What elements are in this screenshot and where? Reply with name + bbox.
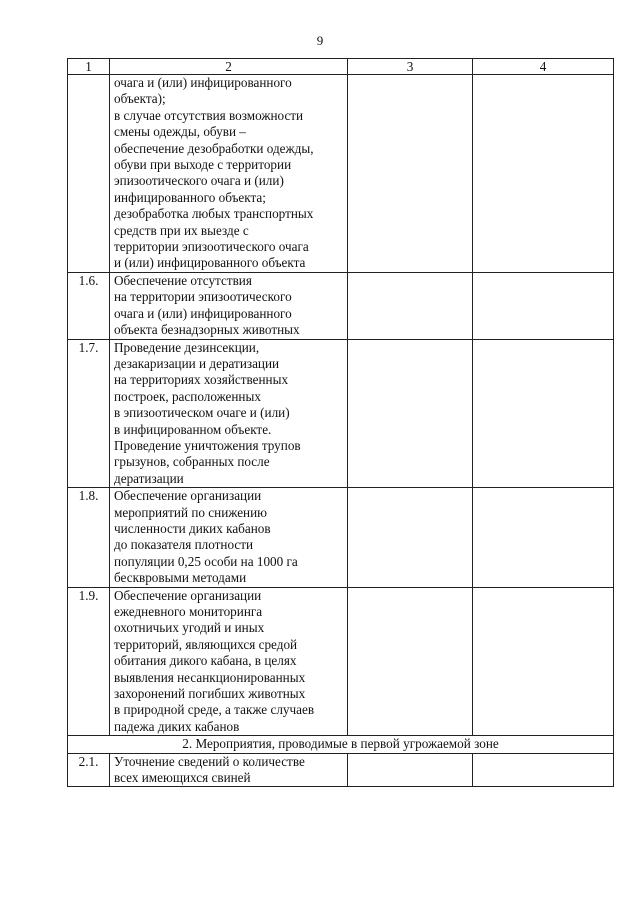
- row-text: очага и (или) инфицированного объекта); в случае отсутствия возможности смены одежды, обуви – обеспечение дезобработки одежды, обуви при выходе с территории эпизоотического очага и (или) инфицированного объекта; дезобработка любых транспортных средств при их выезде с территории эпизоотического очага и (или) инфицированного объекта: [110, 75, 348, 273]
- table-row: [68, 75, 614, 273]
- table-row: [68, 488, 614, 587]
- header-cell-3: 3: [348, 59, 473, 75]
- table-row: [68, 753, 614, 787]
- row-number: 1.7.: [68, 339, 110, 488]
- row-number: 1.9.: [68, 587, 110, 736]
- header-cell-4: 4: [473, 59, 614, 75]
- row-col3: [348, 339, 473, 488]
- page-number: 9: [316, 33, 324, 48]
- row-col3: [348, 75, 473, 273]
- table-row: [68, 339, 614, 488]
- row-col4: [473, 753, 614, 787]
- row-number: 1.8.: [68, 488, 110, 587]
- header-cell-2: 2: [110, 59, 348, 75]
- row-col3: [348, 753, 473, 787]
- row-number: [68, 75, 110, 273]
- row-col4: [473, 75, 614, 273]
- row-text: Проведение дезинсекции, дезакаризации и дератизации на территориях хозяйственных построек, расположенных в эпизоотическом очаге и (или) в инфицированном объекте. Проведение уничтожения трупов грызунов, собранных после дератизации: [110, 339, 348, 488]
- section-heading: 2. Мероприятия, проводимые в первой угрожаемой зоне: [68, 736, 614, 753]
- measures-table: [67, 58, 614, 787]
- row-col3: [348, 587, 473, 736]
- row-col4: [473, 339, 614, 488]
- row-text: Обеспечение отсутствия на территории эпизоотического очага и (или) инфицированного объекта безнадзорных животных: [110, 272, 348, 339]
- row-col4: [473, 587, 614, 736]
- row-number: 1.6.: [68, 272, 110, 339]
- table-header-row: [68, 59, 614, 75]
- row-text: Обеспечение организации ежедневного мониторинга охотничьих угодий и иных территорий, являющихся средой обитания дикого кабана, в целях выявления несанкционированных захоронений погибших животных в природной среде, а также случаев падежа диких кабанов: [110, 587, 348, 736]
- section-row: [68, 736, 614, 753]
- row-col3: [348, 488, 473, 587]
- row-text: Уточнение сведений о количестве всех имеющихся свиней: [110, 753, 348, 787]
- row-number: 2.1.: [68, 753, 110, 787]
- table-row: [68, 587, 614, 736]
- row-text: Обеспечение организации мероприятий по снижению численности диких кабанов до показателя плотности популяции 0,25 особи на 1000 га бесквровыми методами: [110, 488, 348, 587]
- header-cell-1: 1: [68, 59, 110, 75]
- row-col4: [473, 488, 614, 587]
- table-row: [68, 272, 614, 339]
- row-col3: [348, 272, 473, 339]
- row-col4: [473, 272, 614, 339]
